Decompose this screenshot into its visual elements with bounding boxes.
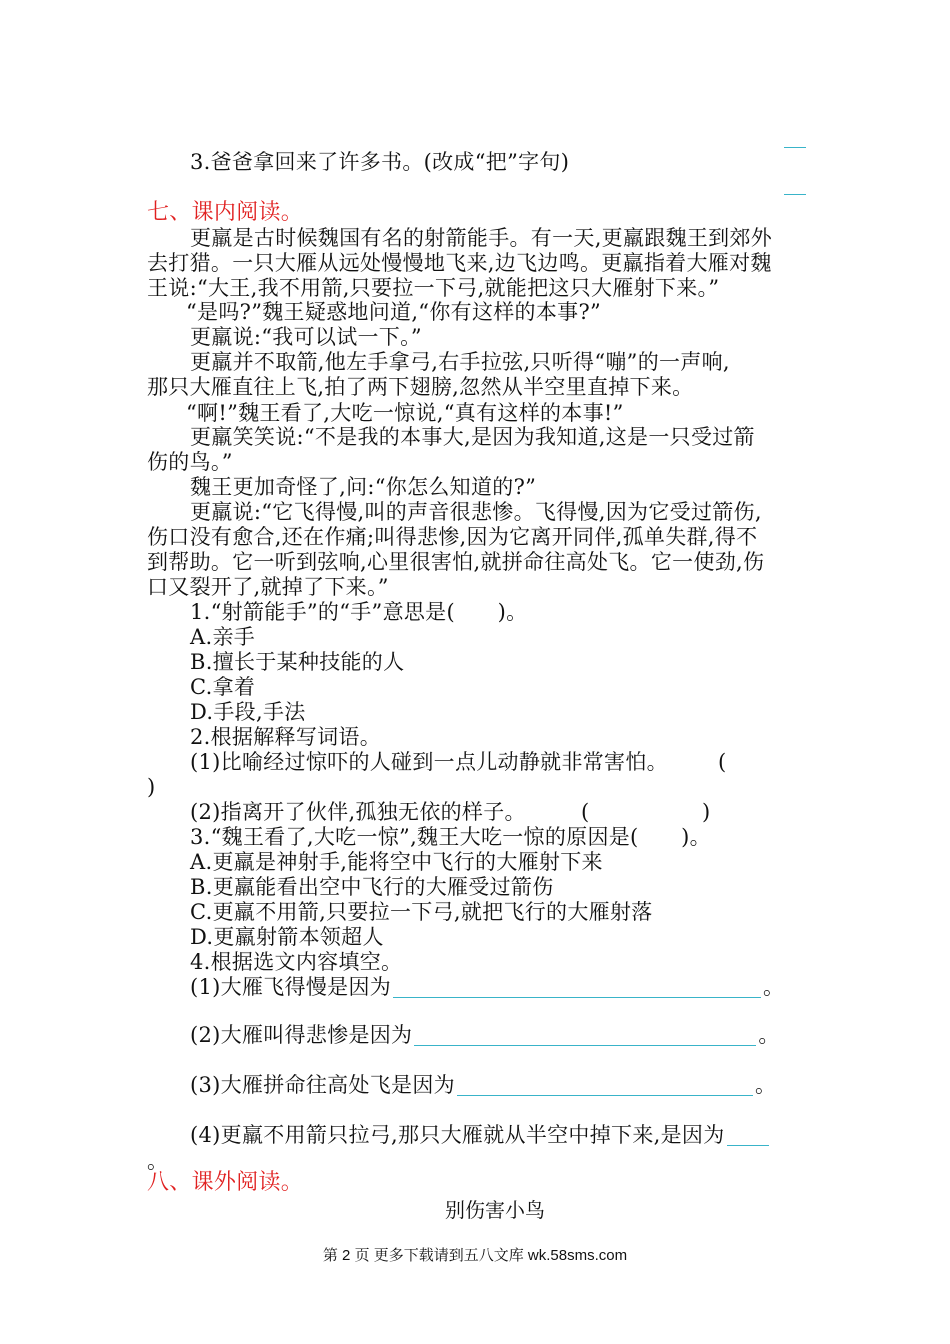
passage-line: 更羸说:“我可以试一下。” xyxy=(190,325,422,349)
option[interactable]: C.拿着 xyxy=(190,675,256,699)
passage-line: 口又裂开了,就掉了下来。” xyxy=(147,575,389,599)
passage-line: 到帮助。它一听到弦响,心里很害怕,就拼命往高处飞。它一使劲,伤 xyxy=(147,550,765,574)
period: 。 xyxy=(754,1073,777,1097)
answer-blank[interactable] xyxy=(393,977,761,998)
passage-line: 魏王更加奇怪了,问:“你怎么知道的?” xyxy=(190,475,537,499)
fill-prompt: (1)大雁飞得慢是因为 xyxy=(190,975,392,999)
question-2-sub2: (2)指离开了伙伴,孤独无依的样子。 xyxy=(190,800,526,824)
question-2-stem: 2.根据解释写词语。 xyxy=(190,725,382,749)
passage-line: 那只大雁直往上飞,拍了两下翅膀,忽然从半空里直掉下来。 xyxy=(147,375,694,399)
section7-heading: 七、课内阅读。 xyxy=(147,200,304,225)
fill-prompt: (2)大雁叫得悲惨是因为 xyxy=(190,1023,413,1047)
option[interactable]: B.更羸能看出空中飞行的大雁受过箭伤 xyxy=(190,875,554,899)
answer-line-mark xyxy=(784,194,806,195)
period: 。 xyxy=(763,975,785,999)
question-4-sub4 xyxy=(190,1122,771,1148)
passage-line: 更羸笑笑说:“不是我的本事大,是因为我知道,这是一只受过箭 xyxy=(190,425,755,449)
option[interactable]: A.更羸是神射手,能将空中飞行的大雁射下来 xyxy=(190,850,603,874)
passage-line: 去打猎。一只大雁从远处慢慢地飞来,边飞边鸣。更羸指着大雁对魏 xyxy=(147,251,772,275)
page-footer: 第 2 页 更多下载请到五八文库 wk.58sms.com xyxy=(322,1247,628,1264)
article-title: 别伤害小鸟 xyxy=(445,1198,545,1222)
option[interactable]: D.更羸射箭本领超人 xyxy=(190,925,384,949)
question-4-sub1 xyxy=(190,974,784,1000)
question-3-stem: 3.“魏王看了,大吃一惊”,魏王大吃一惊的原因是( )。 xyxy=(190,825,711,849)
question-2-sub1: (1)比喻经过惊吓的人碰到一点儿动静就非常害怕。 xyxy=(190,750,668,774)
passage-line: 伤的鸟。” xyxy=(147,450,233,474)
passage-line: 更羸并不取箭,他左手拿弓,右手拉弦,只听得“嘣”的一声响, xyxy=(190,350,730,374)
question-4-stem: 4.根据选文内容填空。 xyxy=(190,950,403,974)
question-4-sub2 xyxy=(190,1022,780,1048)
period: 。 xyxy=(758,1023,780,1047)
question-1-stem: 1.“射箭能手”的“手”意思是( )。 xyxy=(190,600,528,624)
option[interactable]: A.亲手 xyxy=(190,625,256,649)
question-4-sub3 xyxy=(190,1072,776,1098)
answer-line-mark xyxy=(784,147,806,148)
option[interactable]: D.手段,手法 xyxy=(190,700,306,724)
passage-line: “啊!”魏王看了,大吃一惊说,“真有这样的本事!” xyxy=(186,401,624,425)
answer-paren-open[interactable]: ( xyxy=(718,750,727,774)
fill-prompt: (3)大雁拼命往高处飞是因为 xyxy=(190,1073,455,1097)
fill-prompt: (4)更羸不用箭只拉弓,那只大雁就从半空中掉下来,是因为 xyxy=(190,1123,725,1147)
answer-blank[interactable] xyxy=(414,1025,756,1046)
passage-line: “是吗?”魏王疑惑地问道,“你有这样的本事?” xyxy=(186,300,602,324)
passage-line: 伤口没有愈合,还在作痛;叫得悲惨,因为它离开同伴,孤单失群,得不 xyxy=(147,525,758,549)
answer-blank[interactable] xyxy=(727,1125,769,1146)
answer-paren-close: ) xyxy=(147,775,156,799)
q6-item3: 3.爸爸拿回来了许多书。(改成“把”字句) xyxy=(190,150,570,174)
answer-blank[interactable] xyxy=(457,1075,753,1096)
option[interactable]: B.擅长于某种技能的人 xyxy=(190,650,405,674)
passage-line: 王说:“大王,我不用箭,只要拉一下弓,就能把这只大雁射下来。” xyxy=(147,276,720,300)
period: 。 xyxy=(147,1149,169,1173)
section8-heading: 八、课外阅读。 xyxy=(147,1170,304,1195)
answer-paren-open[interactable]: ( xyxy=(581,800,590,824)
answer-paren-close: ) xyxy=(702,800,711,824)
option[interactable]: C.更羸不用箭,只要拉一下弓,就把飞行的大雁射落 xyxy=(190,900,653,924)
passage-line: 更羸说:“它飞得慢,叫的声音很悲惨。飞得慢,因为它受过箭伤, xyxy=(190,500,762,524)
passage-line: 更羸是古时候魏国有名的射箭能手。有一天,更羸跟魏王到郊外 xyxy=(190,226,773,250)
